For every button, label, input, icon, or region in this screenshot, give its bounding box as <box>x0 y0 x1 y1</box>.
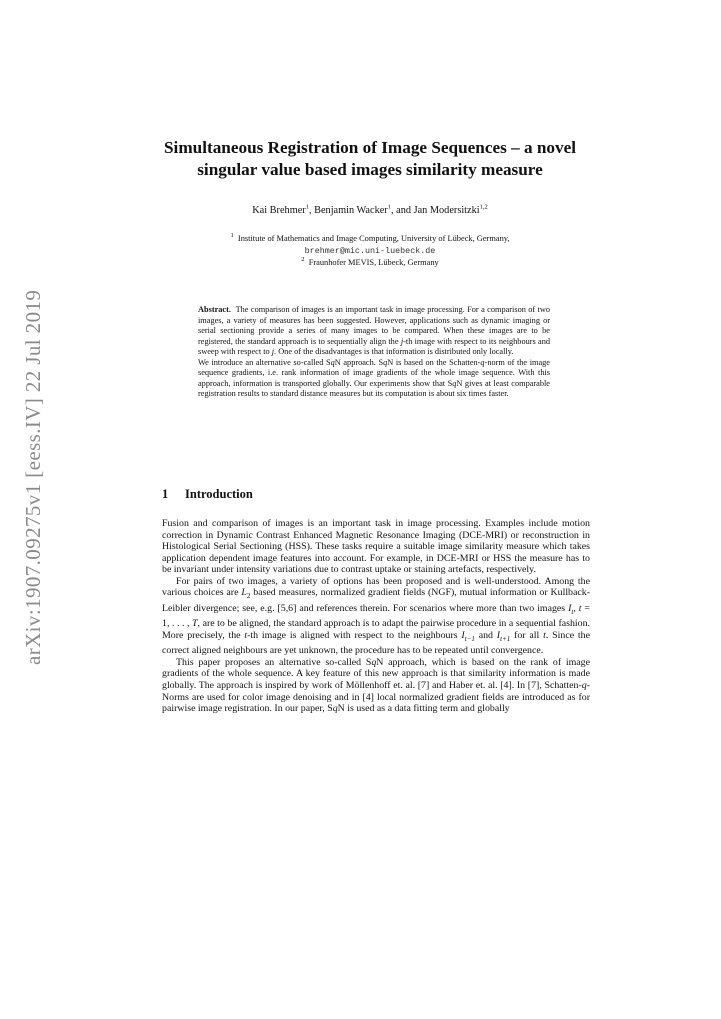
paper-title <box>150 137 590 181</box>
math-var: q <box>383 357 388 367</box>
math-var: t <box>244 629 248 641</box>
body-paragraph-1: Fusion and comparison of images is an important task in image processing. Examples include motion correction in Dynamic Contrast Enhanced Magnetic Resonance Imaging (DCE-MRI) or reconstruction in Histological Serial Sectioning (HSS). These tasks require a suitable image similarity measure which takes application dependent image features into account. For example, in DCE-MRI or HSS the measure has to be invariant under intensity variations due to contrast uptake or staining artefacts, respectively. <box>162 518 590 576</box>
body-text <box>162 518 590 715</box>
math-var: q <box>480 357 485 367</box>
affiliation-sup: 1 <box>230 232 234 240</box>
email-text: brehmer@mic.uni-luebeck.de <box>304 246 436 256</box>
body-paragraph-2 <box>162 576 590 657</box>
math-var: I <box>461 629 465 641</box>
abstract <box>198 305 550 400</box>
body-paragraph-3 <box>162 657 590 715</box>
abstract-text: N approach. S <box>334 357 384 367</box>
body-text-span: For pairs of two images, a variety of options has been proposed and is well-understood. Among the various choices are <box>162 575 590 599</box>
math-var: q <box>371 656 377 668</box>
body-text-span: This paper proposes an alternative so-called S <box>176 656 372 668</box>
abstract-text: We introduce an alternative so-called S <box>198 357 331 367</box>
affiliation-2 <box>150 257 590 269</box>
author-list: Kai Brehmer$^1$, Benjamin Wacker$^1$, and Jan Modersitzki$^{1,2}$ <box>252 203 488 216</box>
author-sup: 1 <box>387 203 391 211</box>
abstract-paragraph-1 <box>198 305 550 358</box>
math-sub: t−1 <box>464 634 475 643</box>
math-var: I <box>496 629 501 641</box>
math-var: j <box>271 347 275 356</box>
math-sub: t <box>571 607 574 616</box>
author-name: Kai Brehmer <box>252 205 306 216</box>
body-text-span: , <box>573 602 579 614</box>
abstract-label: Abstract. <box>198 305 231 314</box>
abstract-text: -norm of the image sequence gradients, i.e. rank information of image gradients of the whole image sequence. With this approach, information is transported globally. Our experiments show that S <box>198 357 550 388</box>
math-var: q <box>332 703 338 715</box>
author-name: Benjamin Wacker <box>314 205 388 216</box>
affiliations <box>150 233 590 269</box>
body-text-span: = 1, . . . , <box>162 602 590 630</box>
body-text-span: -th image is aligned with respect to the neighbours <box>247 629 462 641</box>
math-var: q <box>330 357 335 367</box>
math-var: I <box>568 602 572 614</box>
abstract-paragraph-2 <box>198 358 550 400</box>
body-text-span: based measures, normalized gradient fields (NGF), mutual information or Kullback-Leibler divergence; see, e.g. [5,6] and references therein. For scenarios where more than two images <box>162 587 590 614</box>
math-var: t <box>578 602 582 614</box>
section-title: Introduction <box>185 487 253 501</box>
author-sup: 1,2 <box>479 203 488 211</box>
body-text-span: . Since the correct aligned neighbours are yet unknown, the procedure has to be repeated until convergence. <box>162 629 590 657</box>
affiliation-sup: 2 <box>301 256 305 264</box>
section-number: 1 <box>162 487 169 501</box>
author-name: and Jan Modersitzki <box>396 205 480 216</box>
author-email <box>150 245 590 257</box>
body-text-span: and <box>474 629 497 641</box>
math-var: q <box>452 378 457 388</box>
title-line-1: Simultaneous Registration of Image Sequences – a novel <box>163 138 577 157</box>
math-var: T <box>192 618 198 630</box>
body-text-span: N is used as a data fitting term and globally <box>337 703 510 715</box>
body-text-span: , are to be aligned, the standard approach is to adapt the pairwise procedure in a sequential fashion. More precisely, the <box>162 618 590 641</box>
math-sub: t+1 <box>500 634 511 643</box>
abstract-text: . One of the disadvantages is that information is distributed only locally. <box>274 347 514 356</box>
abstract-text: N gives at least comparable registration results to standard distance measures but its computation is about six times faster. <box>198 378 550 398</box>
body-text-span: -Norms are used for color image denoising and in [4] local normalized gradient fields are introduced as for pairwise image registration. In our paper, S <box>162 680 590 715</box>
math-var: t <box>543 629 546 641</box>
arxiv-identifier: arXiv:1907.09275v1 [eess.IV] 22 Jul 2019 <box>21 289 45 665</box>
author-sup: 1 <box>305 203 309 211</box>
title-line-2: singular value based images similarity measure <box>197 160 543 179</box>
affiliation-text: Institute of Mathematics and Image Computing, University of Lübeck, Germany, <box>237 234 510 243</box>
body-text-span: for all <box>510 629 544 641</box>
math-var: j <box>400 336 404 346</box>
abstract-text: -th image with respect to its neighbours and sweep with respect to <box>198 336 550 356</box>
affiliation-1 <box>150 233 590 245</box>
abstract-text: The comparison of images is an important task in image processing. For a comparison of two images, a variety of measures has been suggested. However, applications such as dynamic imaging or serial sectioning provide a series of many images to be compared. When these images are to be registered, the standard approach is to sequentially align the <box>198 305 551 346</box>
affiliation-text: Fraunhofer MEVIS, Lübeck, Germany <box>308 258 439 267</box>
section-heading <box>162 487 253 502</box>
math-sub: 2 <box>246 592 251 601</box>
math-var: L <box>241 587 247 599</box>
math-var: q <box>581 680 587 692</box>
abstract-text: N is based on the Schatten- <box>387 357 481 367</box>
body-text-span: N approach, which is based on the rank of image gradients of the whole sequence. A key feature of this new approach is that similarity information is made globally. The approach is inspired by work of Möllenhoff et. al. [7] and Haber et. al. [4]. In [7], Schatten- <box>162 656 590 692</box>
